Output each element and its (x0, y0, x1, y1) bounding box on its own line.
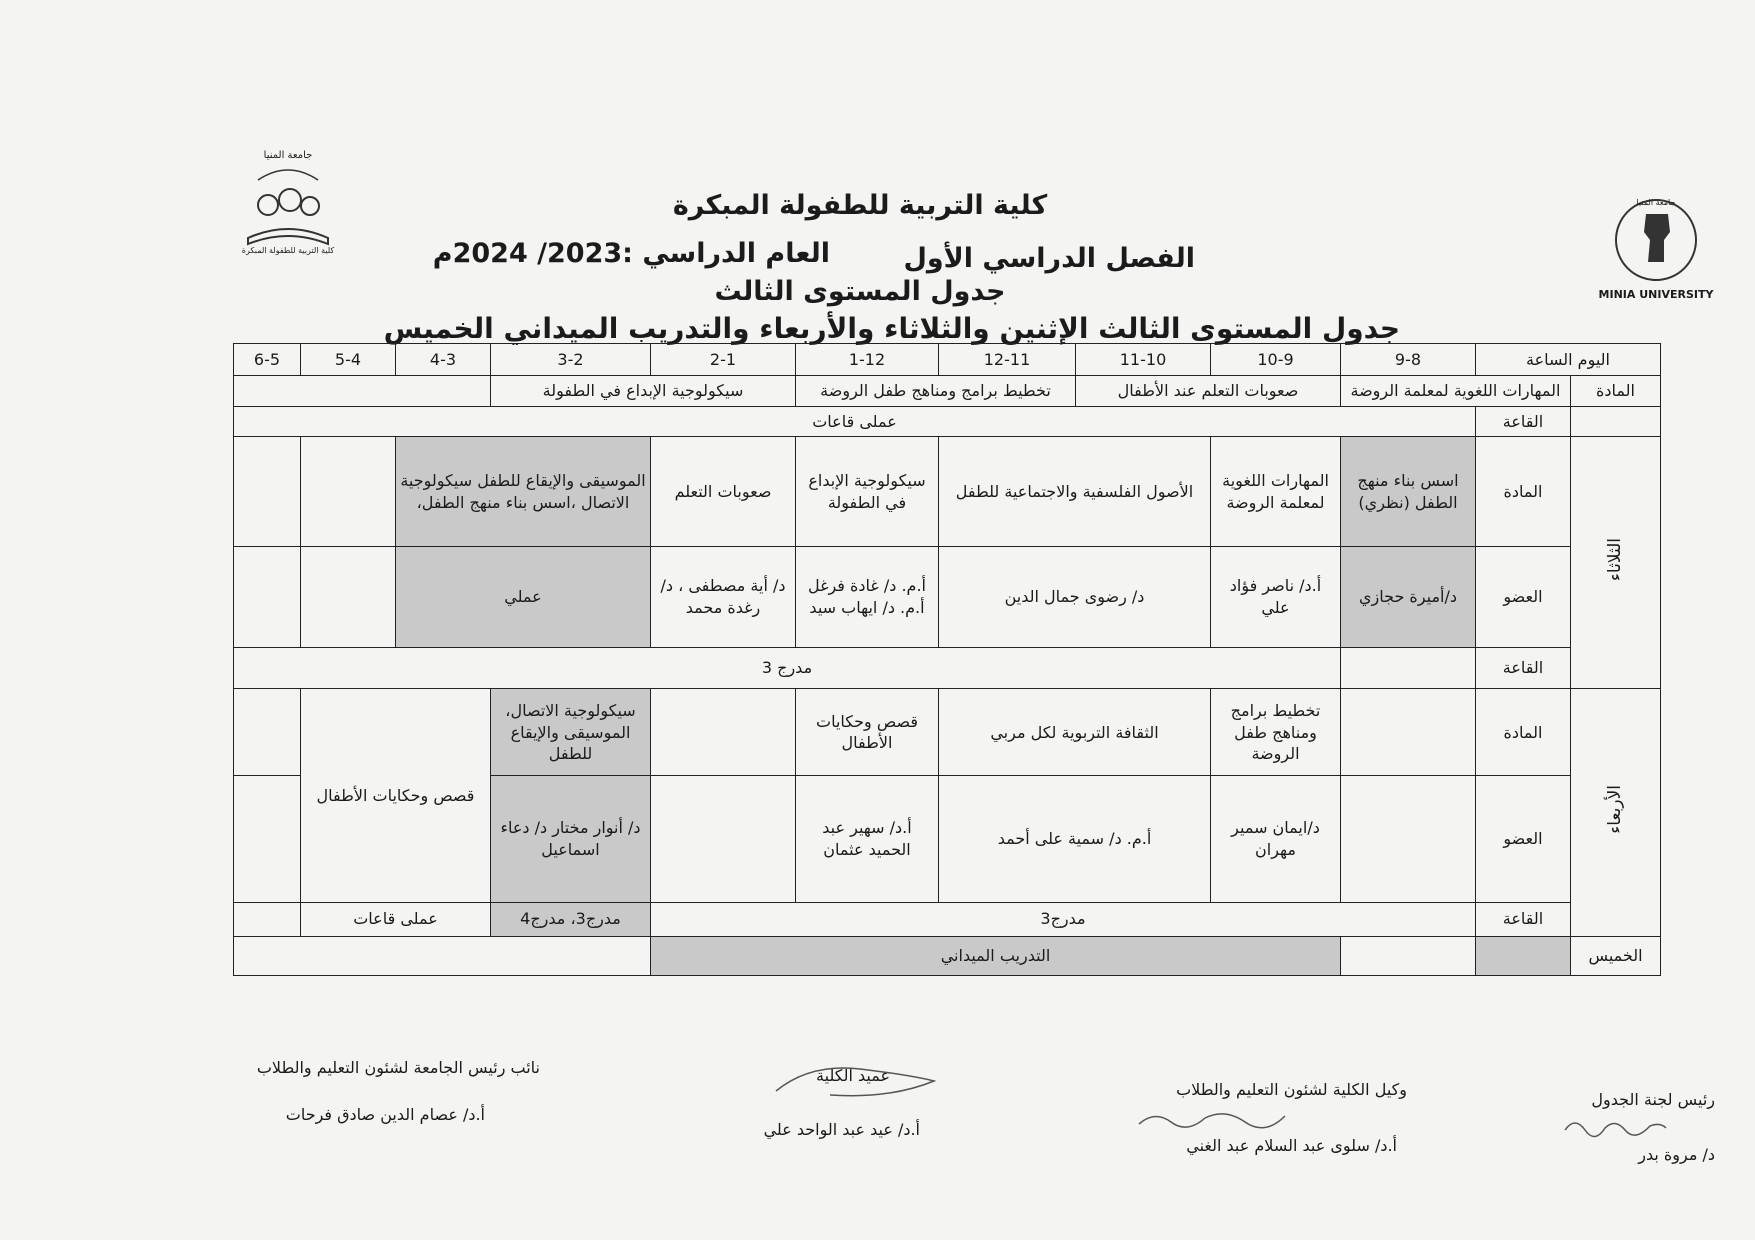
empty-cell (651, 776, 796, 902)
signature-title: وكيل الكلية لشئون التعليم والطلاب (1176, 1080, 1407, 1099)
empty-cell (1341, 648, 1476, 689)
subject-cell: المهارات اللغوية لمعلمة الروضة (1211, 437, 1341, 547)
handwritten-signature (1560, 1112, 1670, 1140)
signature-title: رئيس لجنة الجدول (1591, 1090, 1715, 1109)
time-slot: 10-9 (1211, 344, 1341, 376)
member-cell: أ.م. د/ سمية على أحمد (939, 776, 1211, 902)
member-cell: أ.د/ سهير عبد الحميد عثمان (796, 776, 939, 902)
subject-cell: صعوبات التعلم عند الأطفال (1076, 376, 1341, 406)
member-cell: أ.م. د/ غادة فرغل أ.م. د/ ايهاب سيد (796, 547, 939, 648)
level-title: جدول المستوى الثالث (714, 276, 1006, 307)
tuesday-member-row (234, 547, 1661, 648)
logo-top-text: جامعة المنيا (263, 150, 313, 161)
signature-scribble-icon (1135, 1104, 1295, 1134)
signature-title: نائب رئيس الجامعة لشئون التعليم والطلاب (256, 1058, 540, 1077)
tuesday-hall-row (234, 648, 1661, 689)
signature-name: أ.د/ سلوى عبد السلام عبد الغني (1186, 1136, 1397, 1155)
row-label-subject: المادة (1476, 689, 1571, 776)
subject-cell-shaded: الموسيقى والإيقاع للطفل سيكولوجية الاتصال ،اسس بناء منهج الطفل، (396, 437, 651, 547)
member-cell-shaded: د/ أنوار مختار د/ دعاء اسماعيل (491, 776, 651, 902)
monday-hall-row (234, 406, 1661, 436)
tuesday-subject-row (234, 437, 1661, 547)
empty-cell (234, 437, 301, 547)
subject-cell: تخطيط برامج ومناهج طفل الروضة (796, 376, 1076, 406)
signature-scribble-icon (770, 1055, 940, 1105)
empty-cell (301, 437, 396, 547)
university-caption: MINIA UNIVERSITY (1598, 288, 1714, 301)
time-slot: 5-4 (301, 344, 396, 376)
signature-title: عميد الكلية (816, 1066, 890, 1085)
subject-cell: سيكولوجية الإبداع في الطفولة (491, 376, 796, 406)
time-slot: 2-1 (651, 344, 796, 376)
empty-cell-shaded (1476, 936, 1571, 975)
member-cell-shaded: عملي (396, 547, 651, 648)
day-wednesday (1571, 689, 1661, 937)
time-slot: 4-3 (396, 344, 491, 376)
day-thursday: الخميس (1571, 936, 1661, 975)
seal-top-text: جامعة المنيا (1636, 198, 1676, 207)
schedule-title: جدول المستوى الثالث الإثنين والثلاثاء والأربعاء والتدريب الميداني الخميس (383, 312, 1400, 345)
empty-cell (234, 902, 301, 936)
subject-cell: تخطيط برامج ومناهج طفل الروضة (1211, 689, 1341, 776)
subject-cell: الأصول الفلسفية والاجتماعية للطفل (939, 437, 1211, 547)
faculty-logo (238, 150, 338, 260)
time-slot: 11-10 (1076, 344, 1211, 376)
subject-cell: المهارات اللغوية لمعلمة الروضة (1341, 376, 1571, 406)
row-label-member: العضو (1476, 547, 1571, 648)
row-label-hall: القاعة (1476, 902, 1571, 936)
signature-name: أ.د/ عيد عبد الواحد علي (763, 1120, 920, 1139)
empty-cell (1341, 689, 1476, 776)
empty-cell (234, 547, 301, 648)
row-label-member: العضو (1476, 776, 1571, 902)
subject-cell-shaded: سيكولوجية الاتصال، الموسيقى والإيقاع للطفل (491, 689, 651, 776)
signature-name: د/ مروة بدر (1638, 1145, 1715, 1164)
handwritten-signature (1135, 1104, 1295, 1134)
wednesday-hall-row (234, 902, 1661, 936)
handwritten-signature (770, 1055, 940, 1105)
hall-cell-shaded: مدرج3، مدرج4 (491, 902, 651, 936)
row-label-subject: المادة (1571, 376, 1661, 406)
schedule-table (233, 343, 1661, 976)
book-children-icon (238, 150, 338, 260)
subject-cell: قصص وحكايات الأطفال (301, 689, 491, 902)
empty-cell (234, 936, 651, 975)
empty-cell (234, 776, 301, 902)
time-slot: 9-8 (1341, 344, 1476, 376)
subject-cell: سيكولوجية الإبداع في الطفولة (796, 437, 939, 547)
university-logo (1598, 192, 1714, 307)
time-slot: 12-11 (939, 344, 1076, 376)
signature-scribble-icon (1560, 1112, 1670, 1140)
training-cell: التدريب الميداني (651, 936, 1341, 975)
empty-cell (234, 376, 491, 406)
empty-cell (301, 547, 396, 648)
day-tuesday (1571, 437, 1661, 689)
monday-subject-row (234, 376, 1661, 406)
member-cell: د/ايمان سمير مهران (1211, 776, 1341, 902)
empty-cell (1341, 776, 1476, 902)
empty-cell (651, 689, 796, 776)
row-label-subject: المادة (1476, 437, 1571, 547)
row-label-hall: القاعة (1476, 406, 1571, 436)
member-cell: د/ رضوى جمال الدين (939, 547, 1211, 648)
corner-label: اليوم الساعة (1476, 344, 1661, 376)
signature-name: أ.د/ عصام الدين صادق فرحات (285, 1105, 485, 1124)
member-cell: د/ أية مصطفى ، د/ رغدة محمد (651, 547, 796, 648)
wednesday-subject-row (234, 689, 1661, 776)
time-slot: 3-2 (491, 344, 651, 376)
member-cell: أ.د/ ناصر فؤاد علي (1211, 547, 1341, 648)
row-label-hall: القاعة (1476, 648, 1571, 689)
day-label: الثلاثاء (1605, 538, 1626, 582)
subject-cell: قصص وحكايات الأطفال (796, 689, 939, 776)
semester-title: الفصل الدراسي الأول (903, 243, 1195, 274)
empty-cell (234, 689, 301, 776)
hall-cell: عملى قاعات (301, 902, 491, 936)
hall-cell: عملى قاعات (234, 406, 1476, 436)
subject-cell: صعوبات التعلم (651, 437, 796, 547)
thursday-row (234, 936, 1661, 975)
time-header-row (234, 344, 1661, 376)
logo-bottom-text: كلية التربية للطفولة المبكرة (241, 246, 335, 255)
member-cell-shaded: د/أميرة حجازي (1341, 547, 1476, 648)
hall-cell: مدرج 3 (234, 648, 1341, 689)
faculty-title: كلية التربية للطفولة المبكرة (672, 190, 1048, 221)
subject-cell-shaded: اسس بناء منهج الطفل (نظري) (1341, 437, 1476, 547)
empty-cell (1341, 936, 1476, 975)
year-title: العام الدراسي :2023/ 2024م (432, 238, 830, 269)
subject-cell: الثقافة التربوية لكل مربي (939, 689, 1211, 776)
day-label: الأربعاء (1605, 785, 1626, 835)
time-slot: 6-5 (234, 344, 301, 376)
time-slot: 1-12 (796, 344, 939, 376)
hall-cell: مدرج3 (651, 902, 1476, 936)
